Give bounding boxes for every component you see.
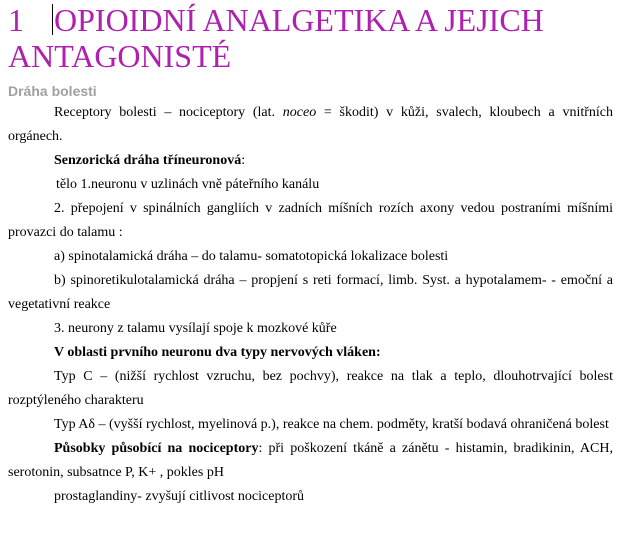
section-subheading: Dráha bolesti [8,83,97,99]
paragraph-fiber-types-heading: V oblasti prvního neuronu dva typy nervových vláken: [54,345,381,360]
paragraph-text: : při poškození tkáně a zánětu - histamin, bradikinin, ACH, serotonin, subsatnce P, K+ , pokles pH [8,441,613,480]
paragraph-text: Receptory bolesti – nociceptory (lat. [54,105,283,120]
bold-term: Senzorická dráha tříneuronová [54,153,242,168]
paragraph-type-a-delta: Typ Aδ – (vyšší rychlost, myelinová p.), reakce na chem. podměty, kratší bodavá ohraničená bolest [54,417,609,432]
paragraph-prostaglandins: prostaglandiny- zvyšují citlivost nociceptorů [54,489,305,504]
chapter-number: 1 [8,2,24,38]
chapter-title-line-1: OPIOIDNÍ ANALGETIKA A JEJICH [54,2,544,38]
text-cursor [52,4,53,35]
paragraph-spinothalamic: a) spinotalamická dráha – do talamu- somatotopická lokalizace bolesti [54,249,449,264]
bold-term: Působky působící na nociceptory [54,441,259,456]
paragraph-text: = škodit) v kůži, svalech, kloubech a vnitřních orgánech. [8,105,613,144]
paragraph-second-neuron: 2. přepojení v spinálních gangliích v zadních míšních rozích axony vedou postraními míšními provazci do talamu : [8,201,613,240]
paragraph-type-c: Typ C – (nižší rychlost vzruchu, bez pochvy), reakce na tlak a teplo, dlouhotrvající bolest rozptýleného charakteru [8,369,613,408]
paragraph-receptors [8,101,613,149]
paragraph-spinoreticulothalamic: b) spinoretikulotalamická dráha – propjení s reti formací, limb. Syst. a hypotalamem- - emoční a vegetativní reakce [8,273,613,312]
latin-term: noceo [282,105,317,120]
paragraph-first-neuron: tělo 1.neuronu v uzlinách vně páteřního kanálu [56,177,320,192]
paragraph-sensory-path [8,149,613,173]
paragraph-third-neuron: 3. neurony z talamu vysílají spoje k mozkové kůře [54,321,337,336]
paragraph-text: : [241,153,246,168]
paragraph-nociceptor-agents [8,437,613,485]
chapter-heading [8,2,613,74]
chapter-title-line-2: ANTAGONISTÉ [8,38,232,74]
document-body [8,101,613,509]
